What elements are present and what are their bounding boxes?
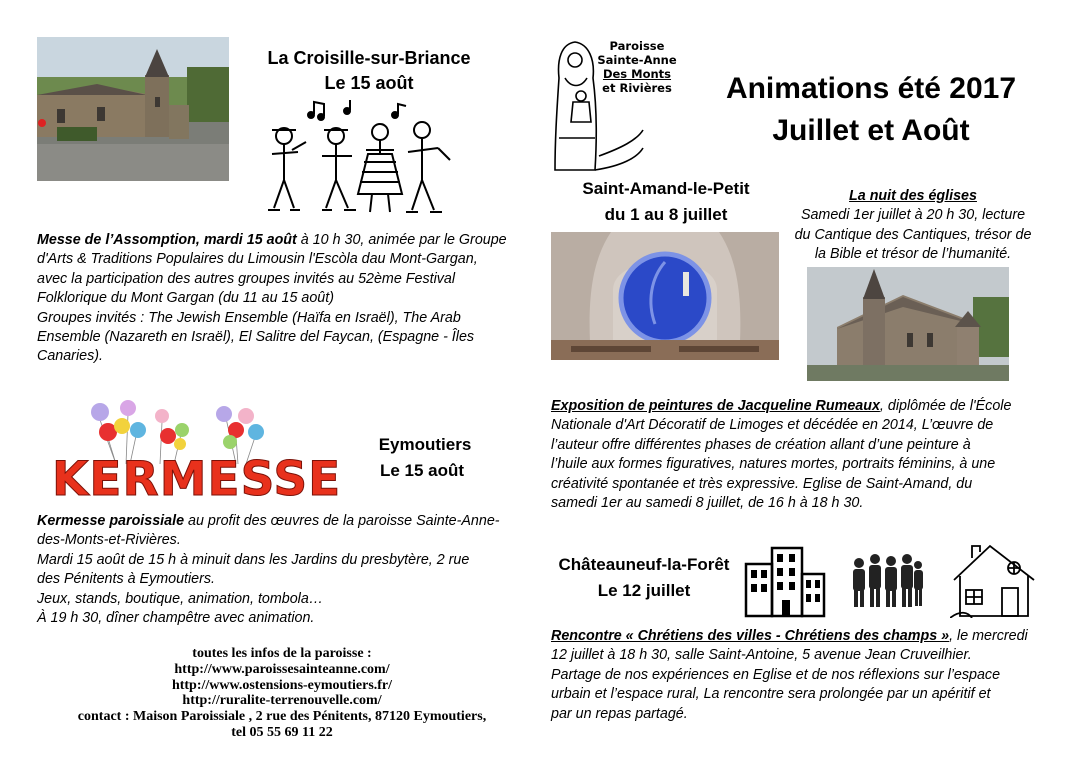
- croisille-line-2: avec la participation des autres groupes invités au 52ème Festival: [37, 270, 456, 287]
- rencontre-bold: Rencontre « Chrétiens des villes - Chrétiens des champs »: [551, 628, 950, 644]
- parish-logo-text: [597, 39, 677, 95]
- kermesse-para-bold: Kermesse paroissiale: [37, 513, 185, 529]
- rencontre-paragraph: [551, 627, 1051, 724]
- logo-line-2: Des Monts: [602, 67, 672, 81]
- main-title-line2: Juillet et Août: [772, 114, 970, 147]
- rencontre-line-2: Partage de nos expériences en Eglise et de nos réflexions sur l’espace: [551, 666, 1001, 683]
- croisille-line-1: d'Arts & Traditions Populaires du Limousin l'Escòla dau Mont-Gargan,: [37, 251, 478, 268]
- nuit-line-2: la Bible et trésor de l’humanité.: [814, 246, 1012, 263]
- expo-line-5: samedi 1er au samedi 8 juillet, de 16 h à 18 h 30.: [551, 495, 864, 512]
- chapel-interior-photo: [551, 232, 779, 360]
- saint-amand-church-photo: [807, 267, 1009, 381]
- rencontre-line-4: par un repas partagé.: [551, 705, 688, 722]
- nuit-line-0: Samedi 1er juillet à 20 h 30, lecture: [800, 207, 1026, 224]
- croisille-line-3: Folklorique du Mont Gargan (du 11 au 15 août): [37, 290, 334, 307]
- kermesse-line-2: Mardi 15 août de 15 h à minuit dans les Jardins du presbytère, 2 rue: [37, 551, 470, 568]
- kermesse-line-1: des-Monts-et-Rivières.: [37, 532, 181, 549]
- footer-contact: [37, 646, 527, 741]
- expo-line-0: , diplômée de l'École: [879, 398, 1012, 414]
- nuit-line-1: du Cantique des Cantiques, trésor de: [794, 226, 1032, 243]
- kermesse-line-0: au profit des œuvres de la paroisse Sainte-Anne-: [184, 513, 500, 529]
- footer-line-4: contact : Maison Paroissiale , 2 rue des Pénitents, 87120 Eymoutiers,: [77, 709, 487, 725]
- croisille-line-6: Canaries).: [37, 348, 103, 365]
- saint-amand-date: du 1 au 8 juillet: [604, 205, 728, 224]
- footer-link-2[interactable]: http://www.ostensions-eymoutiers.fr/: [171, 677, 393, 693]
- eymoutiers-town: Eymoutiers: [378, 435, 472, 454]
- croisille-line-4: Groupes invités : The Jewish Ensemble (Haïfa en Israël), The Arab: [37, 309, 461, 326]
- exposition-paragraph: [551, 397, 1051, 513]
- logo-line-0: Paroisse: [609, 39, 665, 53]
- rencontre-line-3: urbain et l’espace rural, La rencontre sera prolongée par un apéritif et: [551, 686, 991, 703]
- city-buildings-icon: [744, 546, 826, 618]
- people-group-icon: [850, 553, 924, 609]
- croisille-line-0: à 10 h 30, animée par le Groupe: [296, 232, 507, 248]
- expo-bold: Exposition de peintures de Jacqueline Rumeaux: [551, 398, 880, 414]
- main-title-line1: Animations été 2017: [725, 72, 1017, 105]
- croisille-date: Le 15 août: [324, 73, 414, 93]
- saint-amand-town: Saint-Amand-le-Petit: [582, 179, 750, 198]
- kermesse-line-5: À 19 h 30, dîner champêtre avec animation.: [37, 610, 315, 627]
- croisille-line-5: Ensemble (Nazareth en Israël), El Salitre del Faycan, (Espagne - Îles: [37, 329, 475, 346]
- kermesse-wordmark: KERMESSE: [52, 452, 342, 507]
- eymoutiers-date: Le 15 août: [379, 461, 465, 480]
- croisille-para-bold: Messe de l’Assomption, mardi 15 août: [37, 232, 297, 248]
- folk-dancers-drawing: [262, 100, 460, 224]
- kermesse-paragraph: [37, 512, 537, 628]
- footer-line-5: tel 05 55 69 11 22: [231, 724, 333, 740]
- rencontre-line-1: 12 juillet à 18 h 30, salle Saint-Antoine, 5 avenue Jean Cruveilhier.: [551, 647, 972, 664]
- chateauneuf-town: Châteauneuf-la-Forêt: [558, 555, 730, 574]
- parish-logo: [551, 38, 681, 174]
- nuit-title: La nuit des églises: [849, 188, 977, 204]
- footer-line-0: toutes les infos de la paroisse :: [192, 646, 372, 661]
- logo-line-3: et Rivières: [602, 81, 672, 95]
- expo-line-3: l’huile aux formes figuratives, natures mortes, portraits féminins, à une: [551, 456, 996, 473]
- footer-link-1[interactable]: http://www.paroissesainteanne.com/: [174, 661, 390, 677]
- kermesse-line-4: Jeux, stands, boutique, animation, tombola…: [37, 590, 324, 607]
- expo-line-2: l’auteur offre différentes phases de création allant d’une peinture à: [551, 436, 971, 453]
- chateauneuf-date: Le 12 juillet: [597, 581, 691, 600]
- nuit-des-eglises: [782, 187, 1044, 265]
- kermesse-line-3: des Pénitents à Eymoutiers.: [37, 571, 216, 588]
- croisille-church-photo: [37, 37, 229, 181]
- logo-line-1: Sainte-Anne: [597, 53, 677, 67]
- croisille-town: La Croisille-sur-Briance: [267, 48, 471, 68]
- footer-link-3[interactable]: http://ruralite-terrenouvelle.com/: [182, 693, 382, 709]
- croisille-paragraph: [37, 231, 537, 367]
- expo-line-1: Nationale d'Art Décoratif de Limoges et décédée en 2014, L’œuvre de: [551, 417, 994, 434]
- expo-line-4: créativité spontanée et très expressive. Eglise de Saint-Amand, du: [551, 475, 973, 492]
- country-house-icon: [950, 540, 1038, 618]
- rencontre-line-0: , le mercredi: [949, 628, 1028, 644]
